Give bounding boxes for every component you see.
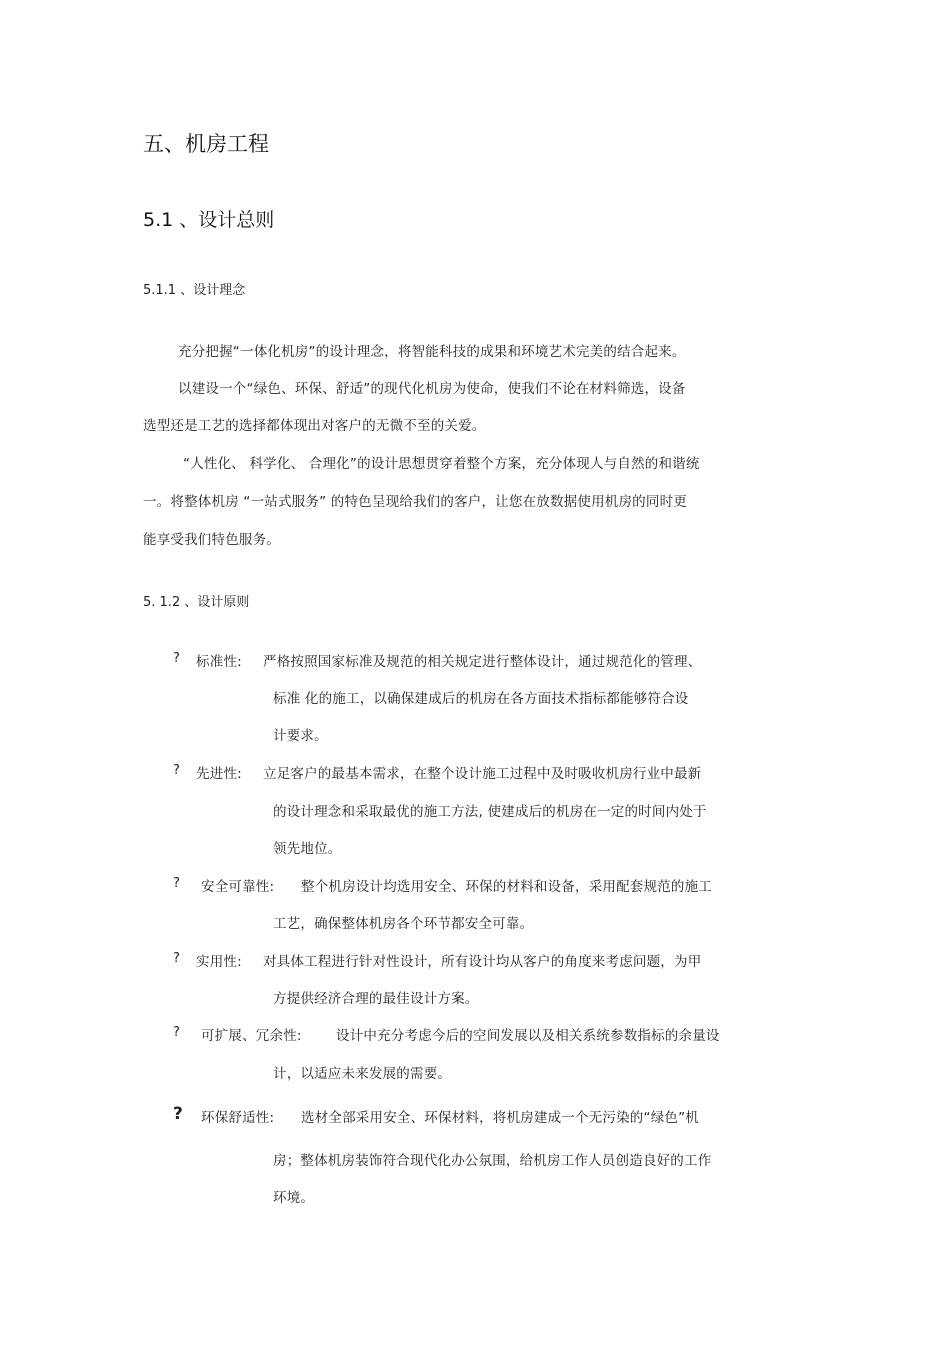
bullet-marker: ? [173,876,180,891]
principle-text-line: 领先地位。 [273,841,342,857]
principle-label: 先进性: [196,766,242,782]
principle-label: 可扩展、冗余性: [201,1028,302,1044]
chapter-title: 五、机房工程 [143,132,269,156]
bullet-marker: ? [173,1025,180,1040]
principle-text-line: 选材全部采用安全、环保材料，将机房建成一个无污染的“绿色”机 [301,1110,699,1126]
principles-heading: 5. 1.2 、设计原则 [143,595,250,610]
concept-paragraph-3-line-1: “人性化、 科学化、 合理化”的设计思想贯穿着整个方案，充分体现人与自然的和谐统 [183,456,700,472]
principle-text-line: 对具体工程进行针对性设计，所有设计均从客户的角度来考虑问题，为甲 [263,954,702,970]
principle-text-line: 立足客户的最基本需求，在整个设计施工过程中及时吸收机房行业中最新 [263,766,702,782]
principle-text-line: 房；整体机房装饰符合现代化办公氛围，给机房工作人员创造良好的工作 [273,1153,712,1169]
principle-label: 环保舒适性: [201,1110,275,1126]
principle-text-line: 标准 化的施工，以确保建成后的机房在各方面技术指标都能够符合设 [273,691,689,707]
principle-text-line: 的设计理念和采取最优的施工方法, 使建成后的机房在一定的时间内处于 [273,804,707,820]
concept-heading: 5.1.1 、设计理念 [143,283,246,298]
concept-paragraph-3-line-2: 一。将整体机房 “一站式服务” 的特色呈现给我们的客户，让您在放数据使用机房的同时更 [143,494,687,510]
bullet-marker: ? [173,651,180,666]
concept-paragraph-2-line-1: 以建设一个“绿色、环保、舒适”的现代化机房为使命，使我们不论在材料筛选，设备 [178,381,686,397]
principle-label: 实用性: [196,954,242,970]
concept-paragraph-3-line-3: 能享受我们特色服务。 [143,532,280,548]
concept-paragraph-2-line-2: 选型还是工艺的选择都体现出对客户的无微不至的关爱。 [143,418,486,434]
principle-text-line: 整个机房设计均选用安全、环保的材料和设备，采用配套规范的施工 [301,879,712,895]
principle-text-line: 设计中充分考虑今后的空间发展以及相关系统参数指标的余量设 [336,1028,720,1044]
principle-label: 标准性: [196,654,242,670]
bullet-marker: ? [173,951,180,966]
principle-text-line: 严格按照国家标准及规范的相关规定进行整体设计，通过规范化的管理、 [263,654,702,670]
principle-text-line: 环境。 [273,1190,315,1206]
bullet-marker: ? [173,763,180,778]
principle-text-line: 计，以适应未来发展的需要。 [273,1066,452,1082]
section-title: 5.1 、设计总则 [143,209,275,231]
principle-text-line: 方提供经济合理的最佳设计方案。 [273,991,479,1007]
principle-text-line: 工艺，确保整体机房各个环节都安全可靠。 [273,916,534,932]
concept-paragraph-1: 充分把握“一体化机房”的设计理念，将智能科技的成果和环境艺术完美的结合起来。 [178,344,686,360]
principle-label: 安全可靠性: [201,879,275,895]
bullet-marker: ? [173,1104,183,1124]
principle-text-line: 计要求。 [273,728,328,744]
